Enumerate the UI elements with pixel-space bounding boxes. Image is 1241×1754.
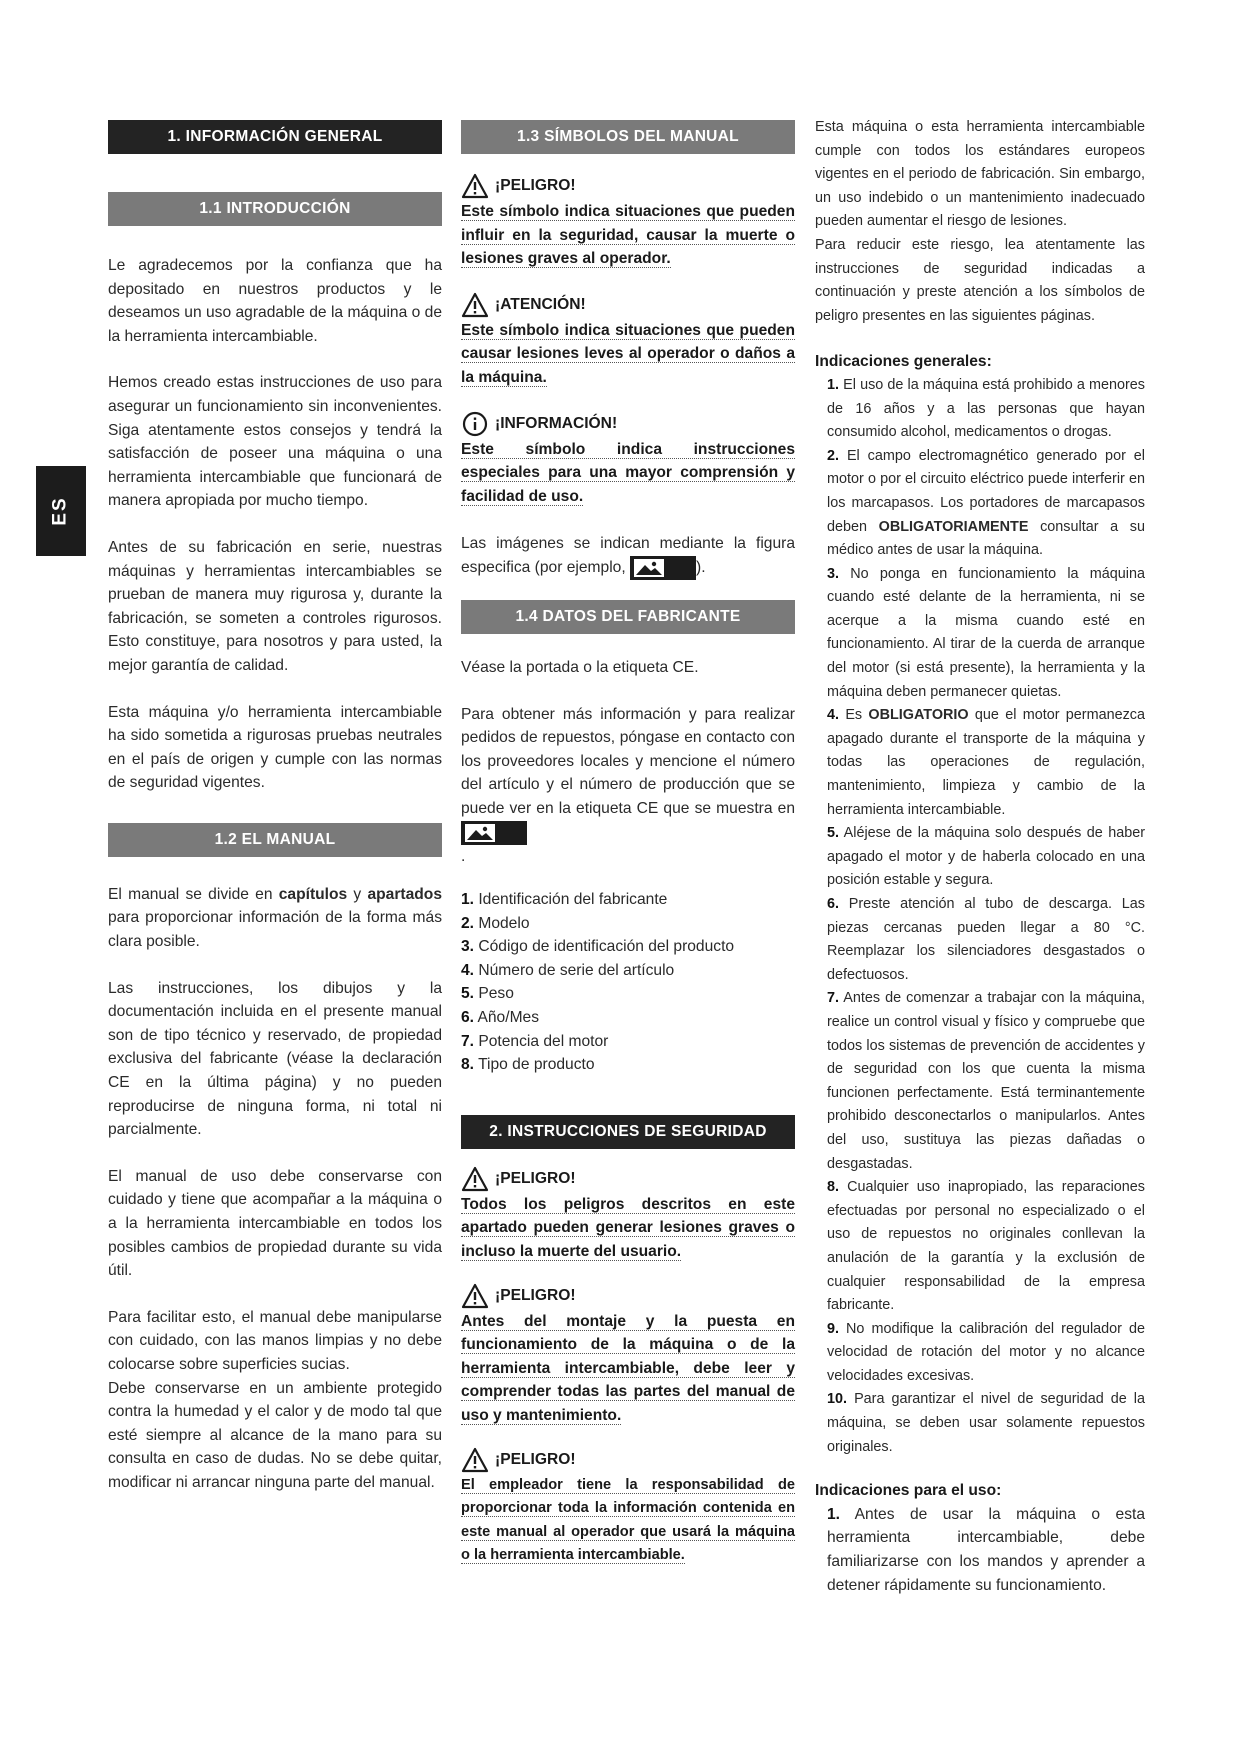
general-indications-list xyxy=(815,374,1145,1459)
use-indications-list xyxy=(815,1503,1145,1597)
maker-paragraph-2: Para obtener más información y para realizar pedidos de repuestos, póngase en contacto con los proveedores locales y mencione el número del artículo y el número de producción que se puede ver en la etiqueta CE que se muestra en . xyxy=(461,705,795,865)
manual-paragraph-3: El manual de uso debe conservarse con cuidado y tiene que acompañar a la máquina o a la herramienta intercambiable en todos los posibles cambios de propiedad durante su vida útil. xyxy=(108,1167,442,1280)
ce-label-field-item: 4. Número de serie del artículo xyxy=(461,961,675,979)
warning-triangle-icon xyxy=(461,292,489,318)
info-notice-text: Este símbolo indica instrucciones especiales para una mayor comprensión y facilidad de uso. xyxy=(461,440,795,505)
ce-label-field-item: 2. Modelo xyxy=(461,914,530,932)
manual-paragraph-1: El manual se divide en capítulos y apartados para proporcionar información de la forma más clara posible. xyxy=(108,885,442,951)
manual-paragraph-5: Debe conservarse en un ambiente protegido contra la humedad y el calor y de modo tal que esté siempre al alcance de la mano para su consulta en caso de dudas. No se debe quitar, modificar ni arrancar ninguna parte del manual. xyxy=(108,1379,442,1491)
image-reference-note: Las imágenes se indican mediante la figura especifica (por ejemplo, ). xyxy=(461,532,795,580)
column-right xyxy=(815,116,1145,1597)
indication-item: 10. Para garantizar el nivel de seguridad de la máquina, se deben usar solamente repuestos originales. xyxy=(827,1391,1145,1455)
caution-warning-title: ¡ATENCIÓN! xyxy=(461,291,795,319)
danger-warning-title: ¡PELIGRO! xyxy=(461,1446,795,1474)
danger-warning-text: El empleador tiene la responsabilidad de proporcionar toda la información contenida en este manual al operador que usará la máquina o la herramienta intercambiable. xyxy=(461,1476,795,1564)
safety-intro-paragraph-2: Para reducir este riesgo, lea atentamente las instrucciones de seguridad indicadas a continuación y preste atención a los símbolos de peligro presentes en las siguientes páginas. xyxy=(815,236,1145,324)
subsection-header-manual: 1.2 EL MANUAL xyxy=(108,823,442,857)
ce-label-field-item: 8. Tipo de producto xyxy=(461,1056,595,1074)
danger-warning-title: ¡PELIGRO! xyxy=(461,1282,795,1310)
language-tab-label: ES xyxy=(49,496,71,526)
image-figure-icon xyxy=(461,821,527,845)
image-figure-icon xyxy=(630,556,696,580)
use-indications-heading: Indicaciones para el uso: xyxy=(815,1482,1002,1500)
info-circle-icon xyxy=(461,411,489,437)
info-notice-title: ¡INFORMACIÓN! xyxy=(461,410,795,438)
maker-paragraph-1: Véase la portada o la etiqueta CE. xyxy=(461,658,699,676)
indication-item: 5. Aléjese de la máquina solo después de haber apagado el motor y de haberla colocado en una posición estable y segura. xyxy=(827,825,1145,889)
safety-intro-paragraph-1: Esta máquina o esta herramienta intercambiable cumple con todos los estándares europeos vigentes en el periodo de fabricación. Sin embargo, un uso indebido o un mantenimiento inadecuado pueden aumentar el riesgo de lesiones. xyxy=(815,119,1145,230)
caution-warning-text: Este símbolo indica situaciones que pueden causar lesiones leves al operador o daños a la máquina. xyxy=(461,321,795,386)
language-tab xyxy=(36,466,86,556)
ce-label-field-item: 5. Peso xyxy=(461,985,514,1003)
indication-item: 6. Preste atención al tubo de descarga. Las piezas cercanas pueden llegar a 80 °C. Reemplazar los silenciadores desgastados o defectuosos. xyxy=(827,896,1145,983)
section-header-safety: 2. INSTRUCCIONES DE SEGURIDAD xyxy=(461,1115,795,1149)
intro-paragraph-3: Antes de su fabricación en serie, nuestras máquinas y herramientas intercambiables se prueban de manera muy rigurosa y, durante la fabricación, se someten a controles rigurosos. Esto constituye, para nosotros y para usted, la mejor garantía de calidad. xyxy=(108,538,442,674)
ce-label-field-item: 1. Identificación del fabricante xyxy=(461,891,668,909)
danger-warning-text: Este símbolo indica situaciones que pueden influir en la seguridad, causar la muerte o lesiones graves al operador. xyxy=(461,203,795,268)
indication-item: 2. El campo electromagnético generado por el motor o por el circuito eléctrico puede interferir en los marcapasos. Los portadores de marcapasos deben OBLIGATORIAMENTE consultar a su médico antes de usar la máquina. xyxy=(827,447,1145,559)
warning-triangle-icon xyxy=(461,1283,489,1309)
indication-item: 1. El uso de la máquina está prohibido a menores de 16 años y a las personas que hayan consumido alcohol, medicamentos o drogas. xyxy=(827,376,1145,441)
ce-label-field-item: 3. Código de identificación del producto xyxy=(461,938,735,956)
indication-item: 3. No ponga en funcionamiento la máquina cuando esté delante de la herramienta, ni se acerque a la misma cuando esté en funcionamiento. Al tirar de la cuerda de arranque del motor (si está presente), la herramienta y la máquina deben permanecer quietas. xyxy=(827,565,1145,700)
indication-item: 1. Antes de usar la máquina o esta herramienta intercambiable, debe familiarizarse con los mandos y aprender a detener rápidamente su funcionamiento. xyxy=(827,1505,1145,1594)
intro-paragraph-1: Le agradecemos por la confianza que ha depositado en nuestros productos y le deseamos un uso agradable de la máquina o de la herramienta intercambiable. xyxy=(108,257,442,345)
intro-paragraph-2: Hemos creado estas instrucciones de uso para asegurar un funcionamiento sin inconvenientes. Siga atentamente estos consejos y tendrá la satisfacción de poseer una máquina o una herramienta intercambiable que funcionará de manera apropiada por mucho tiempo. xyxy=(108,374,442,510)
danger-warning-text: Todos los peligros descritos en este apartado pueden generar lesiones graves o incluso la muerte del usuario. xyxy=(461,1195,795,1261)
warning-triangle-icon xyxy=(461,1447,489,1473)
subsection-header-intro: 1.1 INTRODUCCIÓN xyxy=(108,192,442,226)
ce-label-field-item: 6. Año/Mes xyxy=(461,1009,540,1027)
danger-warning-title: ¡PELIGRO! xyxy=(461,1165,795,1193)
indication-item: 9. No modifique la calibración del regulador de velocidad de rotación del motor y no alcance velocidades excesivas. xyxy=(827,1320,1145,1384)
danger-warning-text: Antes del montaje y la puesta en funcionamiento de la máquina o de la herramienta intercambiable, debe leer y comprender todas las partes del manual de uso y mantenimiento. xyxy=(461,1312,795,1424)
indication-item: 8. Cualquier uso inapropiado, las reparaciones efectuadas por personal no especializado o el uso de repuestos no originales conllevan la anulación de la garantía y la exclusión de cualquier responsabilidad de la empresa fabricante. xyxy=(827,1179,1145,1314)
ce-label-field-item: 7. Potencia del motor xyxy=(461,1032,609,1050)
column-left xyxy=(108,120,442,1495)
column-middle xyxy=(461,120,795,1568)
ce-label-fields-list xyxy=(461,888,795,1077)
subsection-header-symbols: 1.3 SÍMBOLOS DEL MANUAL xyxy=(461,120,795,154)
indication-item: 7. Antes de comenzar a trabajar con la máquina, realice un control visual y físico y compruebe que todos los sistemas de prevención de accidentes y de seguridad con los que cuenta la misma funcionen perfectamente. Está terminantemente prohibido desconectarlos o manipularlos. Antes del uso, sustituya las piezas dañadas o desgastadas. xyxy=(827,990,1145,1172)
manual-paragraph-2: Las instrucciones, los dibujos y la documentación incluida en el presente manual son de tipo técnico y reservado, de propiedad exclusiva del fabricante (véase la declaración CE en la última página) y no pueden reproducirse de ninguna forma, ni total ni parcialmente. xyxy=(108,979,442,1139)
danger-warning-title: ¡PELIGRO! xyxy=(461,172,795,200)
manual-paragraph-4: Para facilitar esto, el manual debe manipularse con cuidado, con las manos limpias y no debe colocarse sobre superficies sucias. xyxy=(108,1308,442,1373)
subsection-header-maker: 1.4 DATOS DEL FABRICANTE xyxy=(461,600,795,634)
warning-triangle-icon xyxy=(461,1166,489,1192)
warning-triangle-icon xyxy=(461,173,489,199)
intro-paragraph-4: Esta máquina y/o herramienta intercambiable ha sido sometida a rigurosas pruebas neutrales en el país de origen y cumple con las normas de seguridad vigentes. xyxy=(108,703,442,792)
general-indications-heading: Indicaciones generales: xyxy=(815,353,992,371)
section-header-general: 1. INFORMACIÓN GENERAL xyxy=(108,120,442,154)
indication-item: 4. Es OBLIGATORIO que el motor permanezca apagado durante el transporte de la máquina y todas las operaciones de regulación, mantenimiento, limpieza y cambio de la herramienta intercambiable. xyxy=(827,707,1145,818)
